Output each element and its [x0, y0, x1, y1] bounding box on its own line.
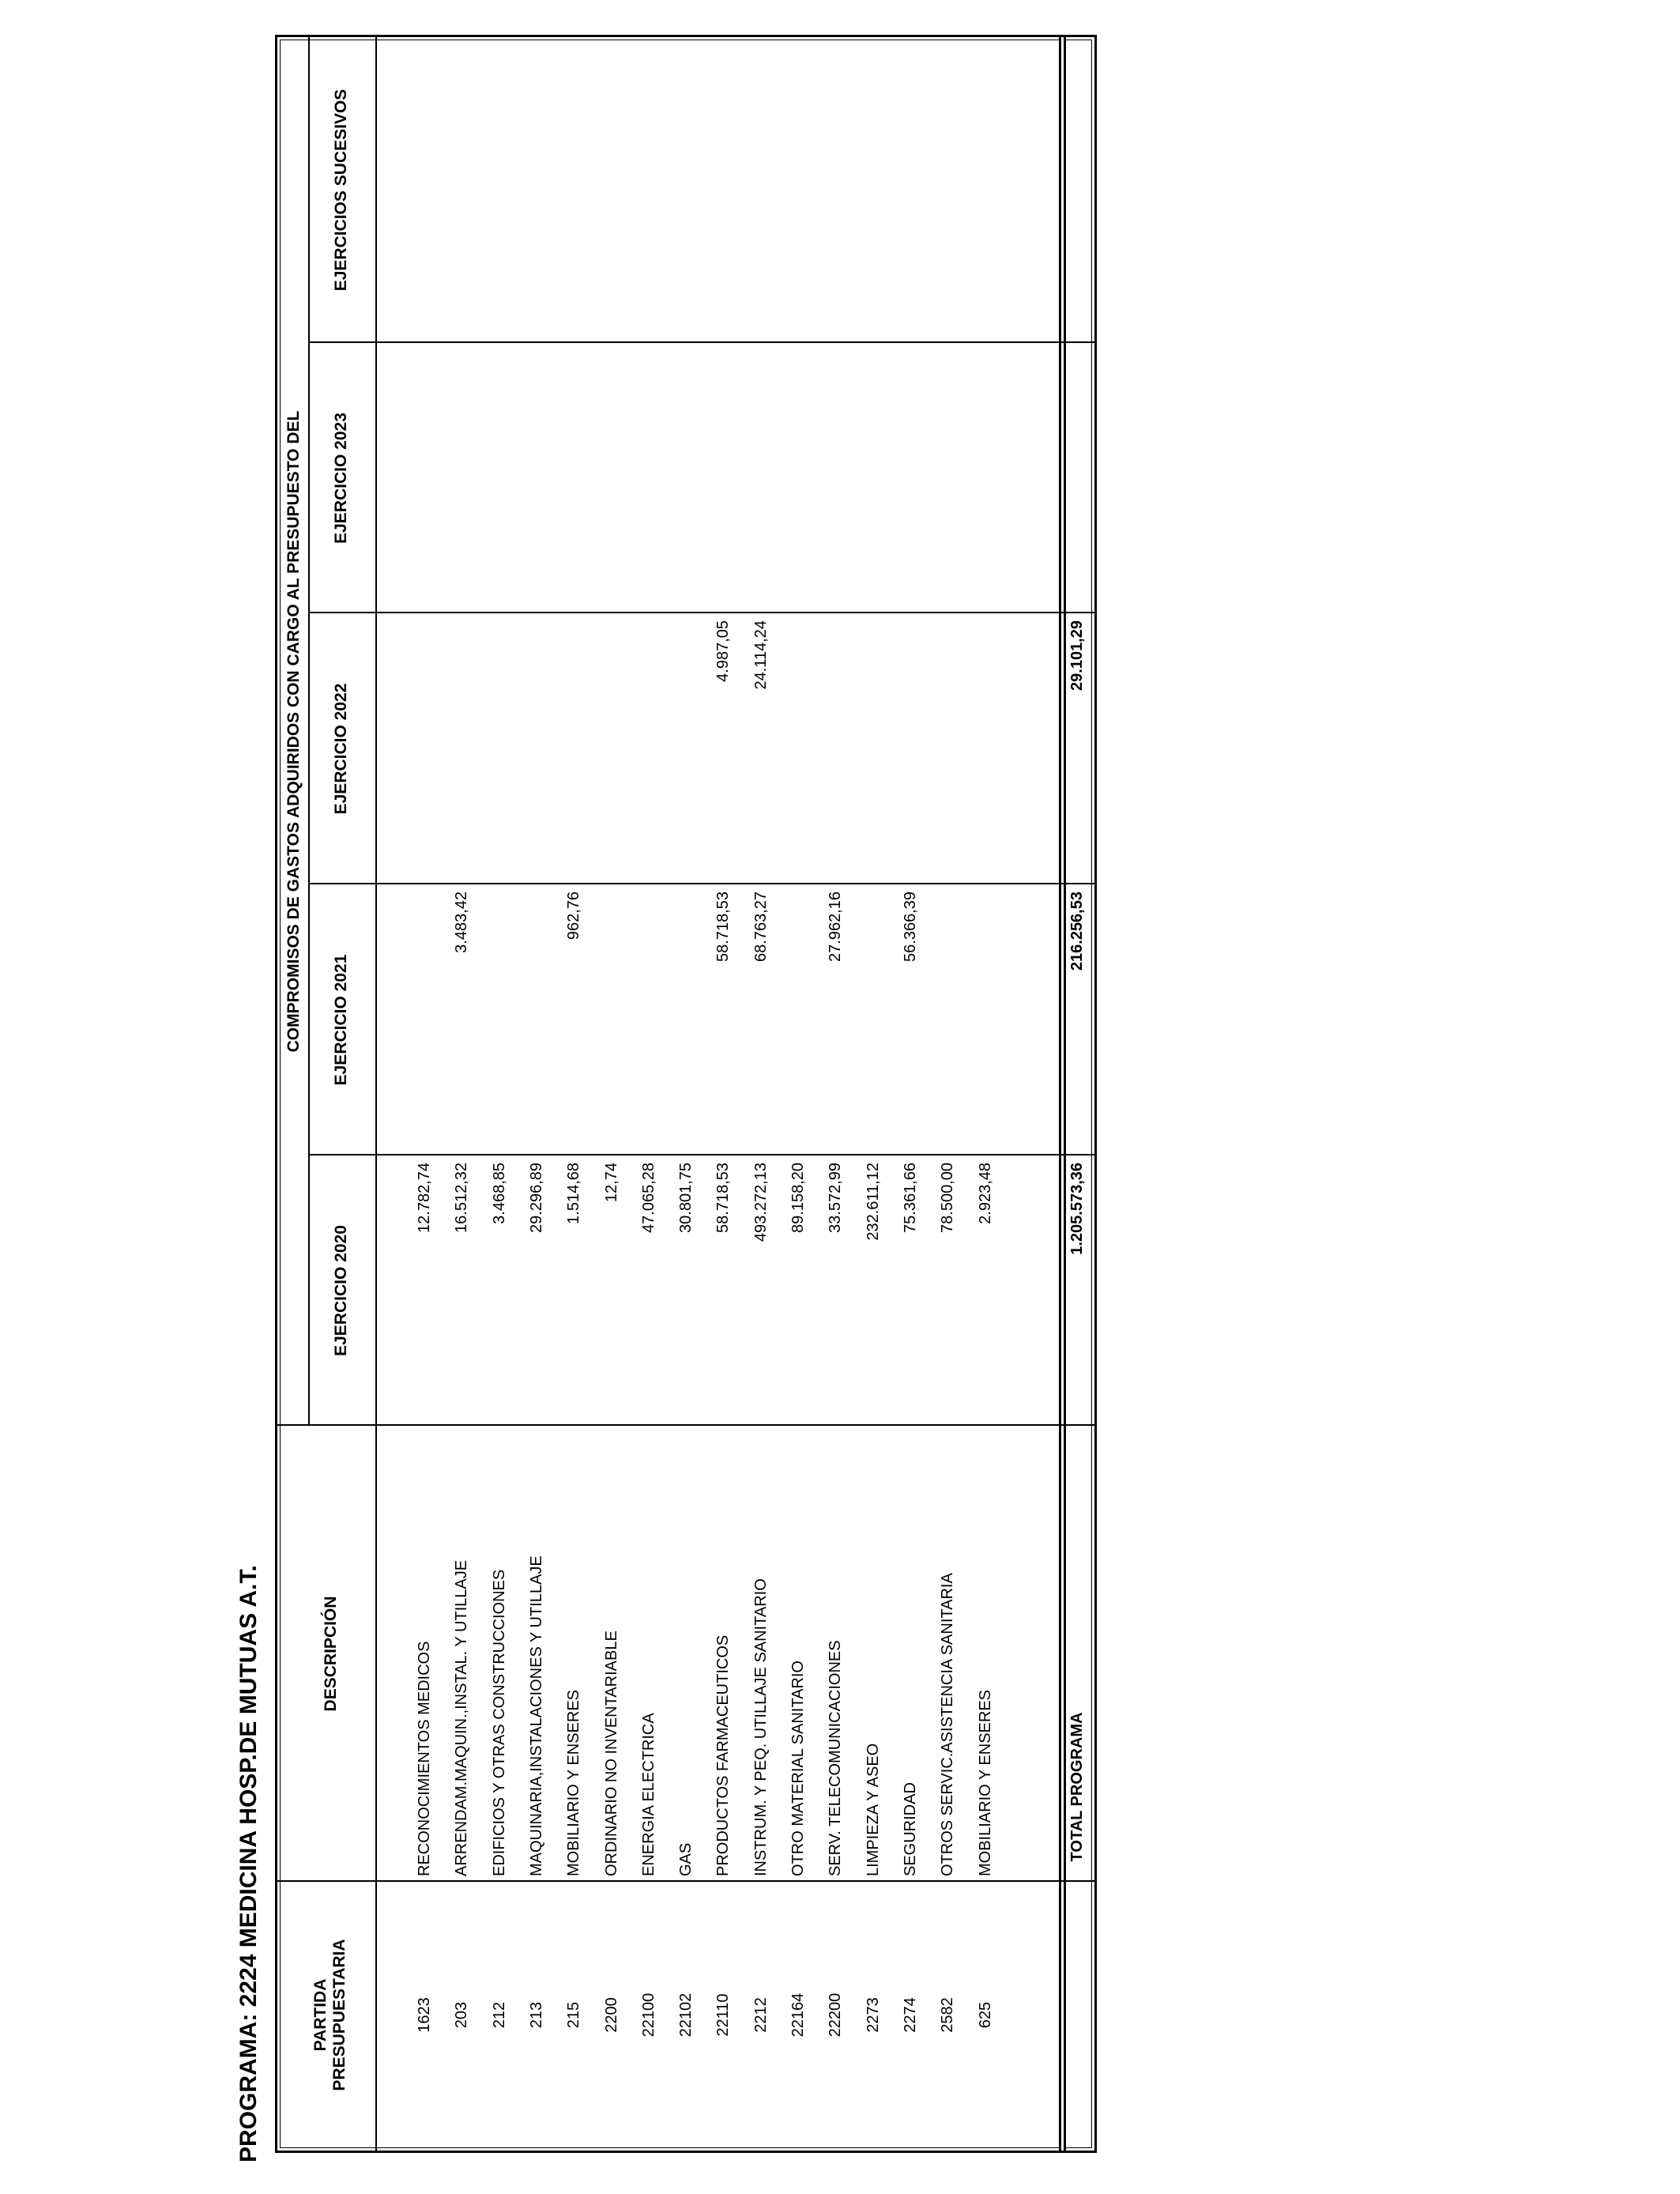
descripcion-cell: MOBILIARIO Y ENSERES — [976, 1689, 994, 1876]
ejercicio-2020-cell: 3.468,85 — [490, 1163, 508, 1224]
ejercicio-2020-cell: 1.514,68 — [565, 1163, 583, 1224]
descripcion-cell: EDIFICIOS Y OTRAS CONSTRUCCIONES — [490, 1569, 508, 1876]
descripcion-cell: INSTRUM. Y PEQ. UTILLAJE SANITARIO — [751, 1578, 770, 1876]
ejercicio-2021-cell: 68.763,27 — [751, 892, 770, 962]
partida-cell: 2274 — [901, 1997, 919, 2033]
partida-cell: 22200 — [827, 1992, 845, 2038]
descripcion-cell: LIMPIEZA Y ASEO — [864, 1743, 882, 1876]
ejercicio-2020-cell: 232.611,12 — [864, 1163, 882, 1241]
ejercicio-2021-cell: 58.718,53 — [714, 892, 733, 962]
descripcion-cell: SERV. TELECOMUNICACIONES — [827, 1640, 845, 1876]
descripcion-cell: ENERGIA ELECTRICA — [639, 1713, 657, 1876]
col-sep-6 — [308, 341, 1094, 343]
total-label: TOTAL PROGRAMA — [1068, 1712, 1086, 1862]
partida-cell: 203 — [453, 2001, 471, 2029]
partida-cell: 625 — [976, 2001, 994, 2029]
ejercicio-2020-cell: 89.158,20 — [789, 1163, 807, 1233]
partida-cell: 2273 — [864, 1997, 882, 2033]
header-ejercicio-2020: EJERCICIO 2020 — [332, 1225, 350, 1356]
descripcion-cell: GAS — [677, 1842, 695, 1876]
ejercicio-2021-cell: 962,76 — [565, 892, 583, 941]
ejercicio-2020-cell: 12.782,74 — [416, 1163, 433, 1233]
total-ejercicio-2021: 216.256,53 — [1068, 892, 1086, 971]
header-partida-line2: PRESUPUESTARIA — [330, 1939, 348, 2091]
descripcion-cell: RECONOCIMIENTOS MEDICOS — [416, 1641, 433, 1876]
total-ejercicio-2020: 1.205.573,36 — [1068, 1163, 1086, 1255]
ejercicio-2021-cell: 56.366,39 — [901, 892, 919, 962]
ejercicio-2020-cell: 29.296,89 — [527, 1163, 545, 1233]
header-rule-compromisos — [308, 37, 310, 1426]
partida-cell: 2212 — [751, 1997, 770, 2033]
partida-cell: 22100 — [639, 1992, 657, 2038]
ejercicio-2020-cell: 493.272,13 — [751, 1163, 770, 1242]
descripcion-cell: OTROS SERVIC.ASISTENCIA SANITARIA — [939, 1573, 957, 1876]
partida-cell: 22102 — [677, 1992, 695, 2038]
ejercicio-2020-cell: 33.572,99 — [827, 1163, 845, 1233]
header-ejercicio-2023: EJERCICIO 2023 — [332, 413, 350, 544]
ejercicio-2020-cell: 16.512,32 — [453, 1163, 471, 1233]
descripcion-cell: ORDINARIO NO INVENTARIABLE — [602, 1630, 620, 1876]
descripcion-cell: ARRENDAM.MAQUIN.,INSTAL. Y UTILLAJE — [453, 1559, 471, 1876]
ejercicio-2020-cell: 12,74 — [602, 1163, 620, 1203]
partida-cell: 213 — [527, 2001, 545, 2029]
partida-cell: 2582 — [939, 1997, 957, 2033]
header-ejercicios-sucesivos: EJERCICIOS SUCESIVOS — [332, 89, 350, 292]
partida-cell: 22110 — [714, 1993, 733, 2037]
ejercicio-2020-cell: 75.361,66 — [901, 1163, 919, 1233]
partida-cell: 2200 — [602, 1997, 620, 2033]
partida-cell: 212 — [490, 2001, 508, 2029]
header-compromisos: COMPROMISOS DE GASTOS ADQUIRIDOS CON CARGO AL PRESUPUESTO DEL — [284, 410, 303, 1053]
ejercicio-2022-cell: 24.114,24 — [751, 620, 770, 690]
ejercicio-2020-cell: 78.500,00 — [939, 1163, 957, 1233]
descripcion-cell: OTRO MATERIAL SANITARIO — [789, 1661, 807, 1876]
ejercicio-2020-cell: 58.718,53 — [714, 1163, 733, 1233]
descripcion-cell: SEGURIDAD — [901, 1782, 919, 1876]
col-sep-3 — [308, 1154, 1094, 1155]
page-title: PROGRAMA: 2224 MEDICINA HOSP.DE MUTUAS A.T. — [235, 1565, 262, 2162]
partida-cell: 1623 — [416, 1997, 433, 2033]
descripcion-cell: MAQUINARIA,INSTALACIONES Y UTILLAJE — [527, 1555, 545, 1876]
header-partida-line1: PARTIDA — [311, 1978, 330, 2052]
ejercicio-2021-cell: 3.483,42 — [453, 892, 471, 953]
header-ejercicio-2021: EJERCICIO 2021 — [332, 954, 350, 1086]
ejercicio-2020-cell: 30.801,75 — [677, 1163, 695, 1233]
total-ejercicio-2022: 29.101,29 — [1068, 620, 1086, 691]
ejercicio-2022-cell: 4.987,05 — [714, 620, 733, 682]
partida-cell: 215 — [565, 2001, 583, 2029]
descripcion-cell: MOBILIARIO Y ENSERES — [565, 1689, 583, 1876]
ejercicio-2021-cell: 27.962,16 — [827, 892, 845, 962]
ejercicio-2020-cell: 2.923,48 — [976, 1163, 994, 1224]
col-sep-5 — [308, 612, 1094, 613]
ejercicio-2020-cell: 47.065,28 — [639, 1163, 657, 1233]
header-ejercicio-2022: EJERCICIO 2022 — [332, 683, 350, 815]
partida-cell: 22164 — [789, 1992, 807, 2038]
descripcion-cell: PRODUCTOS FARMACEUTICOS — [714, 1634, 733, 1876]
header-rule-bottom — [375, 37, 377, 2151]
col-sep-4 — [308, 883, 1094, 884]
header-descripcion: DESCRIPCIÓN — [322, 1596, 340, 1712]
